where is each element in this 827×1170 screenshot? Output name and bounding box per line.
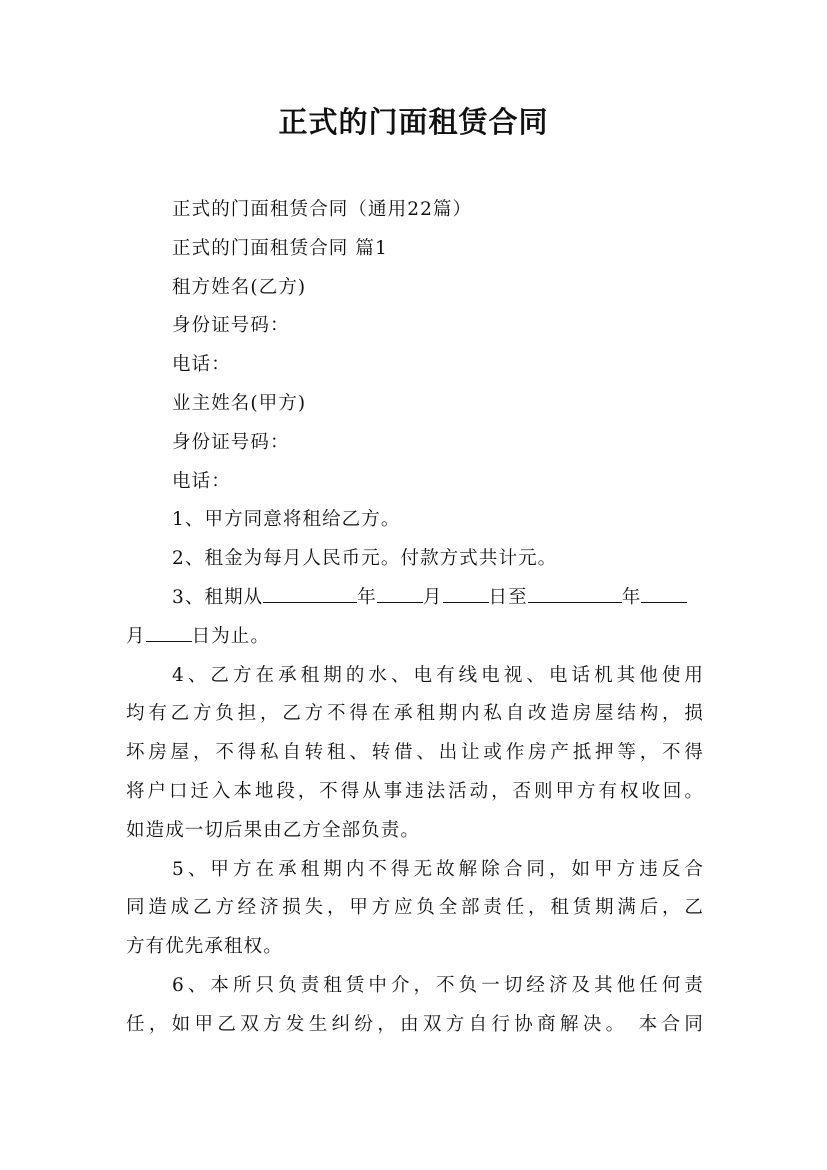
clause-1: 1、甲方同意将租给乙方。 <box>172 509 401 531</box>
clause-3-line-1 <box>126 579 704 618</box>
clause-4-line: 坏房屋，不得私自转租、转借、出让或作房产抵押等，不得 <box>126 742 704 764</box>
blank-field <box>146 624 192 642</box>
clause-4-line: 均有乙方负担，乙方不得在承租期内私自改造房屋结构，损 <box>126 703 704 725</box>
document-body <box>126 191 704 1045</box>
blank-field <box>443 585 489 603</box>
clause-4-line: 将户口迁入本地段，不得从事违法活动，否则甲方有权收回。 <box>126 780 704 802</box>
tenant-id-line: 身份证号码： <box>172 315 290 337</box>
clause-6-line: 任，如甲乙双方发生纠纷，由双方自行协商解决。 本合同 <box>126 1013 704 1035</box>
subtitle-line: 正式的门面租赁合同（通用22篇） <box>172 199 473 220</box>
clause-3-text: 年 <box>621 586 642 608</box>
tenant-name-line: 租方姓名(乙方) <box>172 276 307 298</box>
clause-5-line: 同造成乙方经济损失，甲方应负全部责任，租赁期满后，乙 <box>126 897 704 919</box>
clause-3-text: 月 <box>126 625 146 647</box>
clause-5-line: 方有优先承租权。 <box>126 936 283 958</box>
clause-3-text: 年 <box>357 586 377 608</box>
clause-6-line: 6、本所只负责租赁中介，不负一切经济及其他任何责 <box>172 974 704 996</box>
clause-5-line: 5、甲方在承租期内不得无故解除合同，如甲方违反合 <box>172 858 704 880</box>
owner-id-line: 身份证号码： <box>172 431 290 453</box>
clause-3-text: 日为止。 <box>191 625 271 647</box>
clause-2: 2、租金为每月人民币元。付款方式共计元。 <box>172 548 558 570</box>
section-heading: 正式的门面租赁合同 篇1 <box>172 237 388 259</box>
clause-3-text: 3、租期从 <box>172 586 264 608</box>
owner-name-line: 业主姓名(甲方) <box>172 392 307 414</box>
clause-3-text: 日至 <box>488 586 528 608</box>
blank-field <box>377 585 423 603</box>
owner-phone-line: 电话： <box>172 470 231 492</box>
blank-field <box>528 585 622 603</box>
clause-4-line: 如造成一切后果由乙方全部负责。 <box>126 819 421 841</box>
blank-field <box>263 585 357 603</box>
clause-3-text: 月 <box>422 586 443 608</box>
blank-field <box>641 585 687 603</box>
clause-4-line: 4、乙方在承租期的水、电有线电视、电话机其他使用 <box>172 664 704 686</box>
document-title: 正式的门面租赁合同 <box>278 105 549 139</box>
tenant-phone-line: 电话： <box>172 354 231 376</box>
clause-3-line-2 <box>126 618 704 657</box>
